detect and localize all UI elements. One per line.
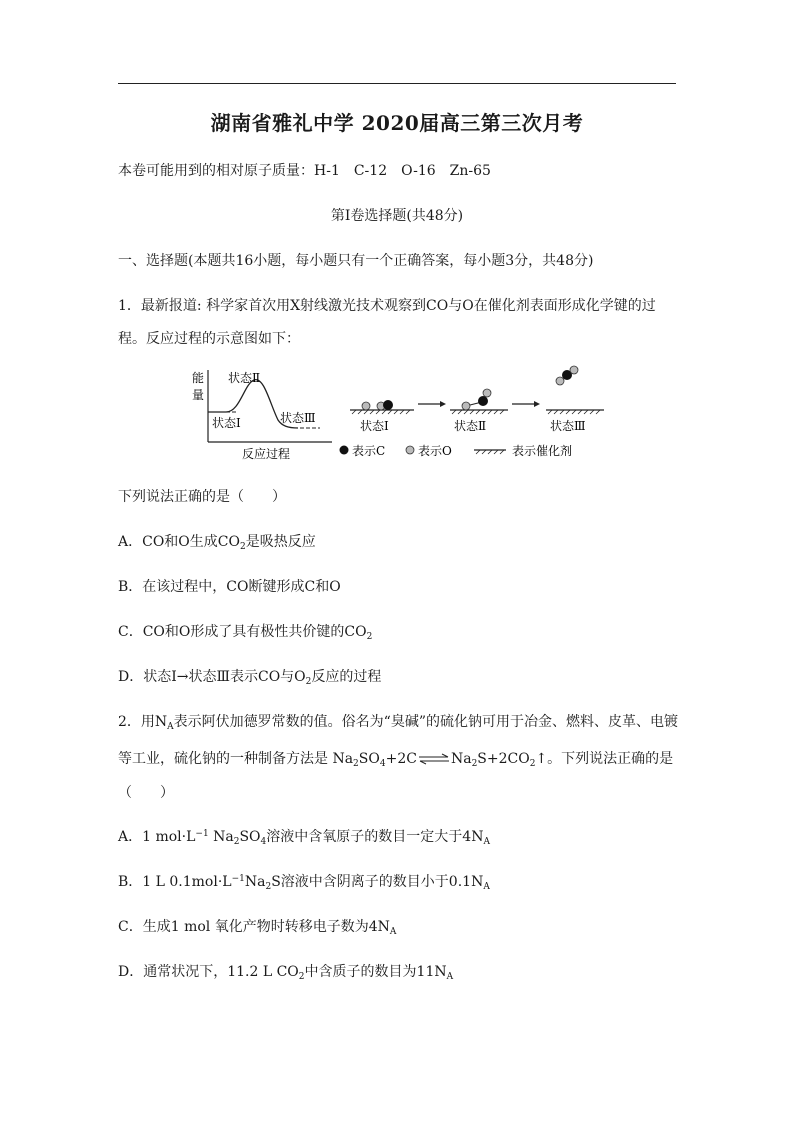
q1-stem-line1: 1．最新报道: 科学家首次用X射线激光技术观察到CO与O在催化剂表面形成化学键的过: [118, 298, 656, 314]
state2-label: 状态Ⅱ: [454, 419, 487, 433]
equilibrium-arrow-icon: [418, 753, 450, 765]
q2-option-d: D．通常状况下，11.2 L $CO_2$中含质子的数目为$11N_A$: [118, 964, 454, 982]
q1-option-a: A．CO和O生成$CO_2$是吸热反应: [118, 534, 316, 552]
y-axis-label-1: 能: [192, 371, 205, 385]
q1-prompt: 下列说法正确的是（ ）: [118, 489, 286, 505]
header-rule: [118, 83, 676, 84]
q2-option-a: A．1 $mol\cdot L^{-1}$ $Na_2SO_4$溶液中含氧原子的数目一定大于$4N_A$: [118, 829, 490, 847]
catalyst-hatch-3: [548, 410, 600, 414]
legend-oxygen-label: 表示O: [418, 444, 452, 458]
diagram-state1-label: 状态Ⅰ: [212, 416, 241, 430]
q2-stem-line3: （ ）: [118, 785, 174, 801]
legend-catalyst-label: 表示催化剂: [512, 444, 573, 458]
legend-carbon-label: 表示C: [352, 444, 386, 458]
state3-label: 状态Ⅲ: [550, 419, 586, 433]
catalyst-hatch-1: [352, 410, 410, 414]
q2-stem-line1: 2．用$N_A$表示阿伏加德罗常数的值。俗名为“臭碱”的硫化钠可用于冶金、燃料、皮革、电镀: [118, 714, 678, 732]
section-heading: 第Ⅰ卷选择题(共48分): [330, 208, 464, 224]
x-axis-label: 反应过程: [242, 447, 291, 461]
q1-option-c: C．CO和O形成了具有极性共价键的$CO_2$: [118, 624, 373, 642]
q2-option-b: B．1 L $0.1mol\cdot L^{-1}Na_2S$溶液中含阴离子的数目小于$0.1N_A$: [118, 874, 490, 892]
q1-option-b: B．在该过程中，CO断键形成C和O: [118, 579, 341, 595]
atomic-mass-line: 本卷可能用到的相对原子质量：H-1 C-12 O-16 Zn-65: [118, 163, 491, 179]
part-heading: 一、选择题(本题共16小题，每小题只有一个正确答案，每小题3分，共48分): [118, 253, 594, 269]
q2-stem-line2: 等工业，硫化钠的一种制备方法是 $Na_2SO_4+2C$ $Na_2S+2CO_2↑$。下列说法正确的是: [118, 751, 674, 769]
legend-oxygen-icon: [406, 446, 414, 454]
carbon-atom-1: [383, 400, 393, 410]
exam-title: 湖南省雅礼中学 2020届高三第三次月考: [210, 111, 584, 135]
legend-carbon-icon: [340, 446, 349, 455]
oxygen-atom-2a: [462, 402, 470, 410]
q2-option-c: C．生成1 mol 氧化产物时转移电子数为$4N_A$: [118, 919, 397, 937]
y-axis-label-2: 量: [192, 388, 205, 402]
state1-label: 状态Ⅰ: [360, 419, 389, 433]
oxygen-atom-1a: [362, 402, 370, 410]
reaction-diagram: [192, 364, 606, 462]
q1-option-d: D．状态Ⅰ→状态Ⅲ表示CO与$O_2$反应的过程: [118, 669, 382, 687]
q1-stem-line2: 程。反应过程的示意图如下：: [118, 331, 300, 347]
diagram-state3-label: 状态Ⅲ: [280, 411, 316, 425]
carbon-atom-2: [478, 396, 488, 406]
catalyst-hatch-2: [452, 410, 504, 414]
diagram-state2-label: 状态Ⅱ: [228, 371, 261, 385]
oxygen-atom-3a: [556, 377, 564, 385]
oxygen-atom-3b: [570, 366, 578, 374]
oxygen-atom-2b: [483, 389, 491, 397]
